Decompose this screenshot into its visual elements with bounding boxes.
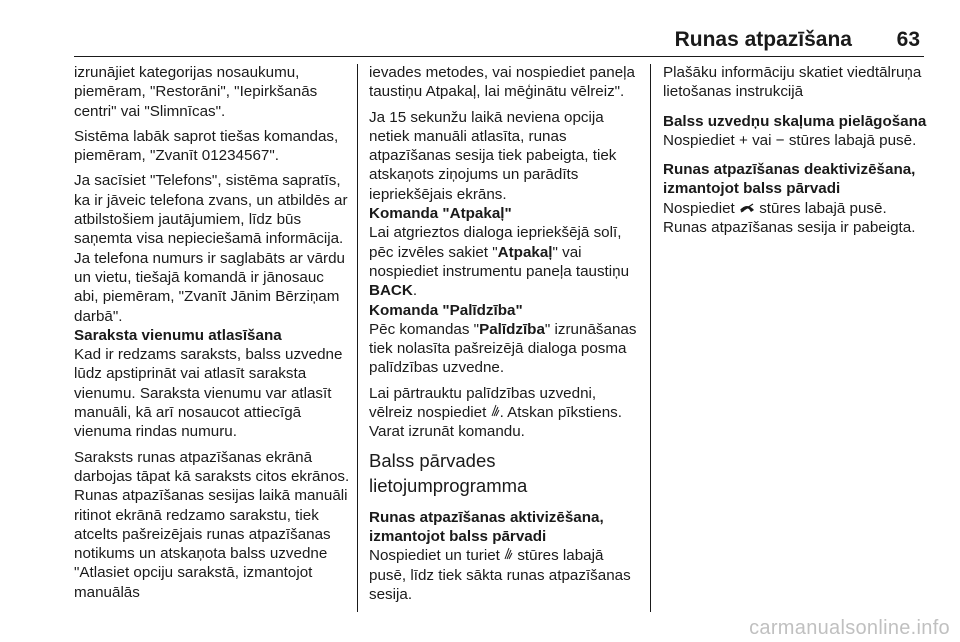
subheading: Saraksta vienumu atlasīšana [74,326,282,344]
text: Pēc komandas " [369,320,480,338]
paragraph [369,320,643,378]
text: stūres labajā pusē, līdz tiek sākta runas atpazīšanas sesija. [369,547,631,603]
text: " vai nospiediet instrumentu paneļa taustiņu [369,243,630,280]
subheading: Balss uzvedņu skaļuma pielāgošana [663,112,927,130]
text: Nospiediet un turiet [369,547,505,565]
minus-icon: − [775,131,785,149]
text-bold: Palīdzība [479,320,545,338]
column-1 [74,63,350,602]
section-heading: Balss pārvades lietojumprogramma [369,449,528,496]
column-divider [357,64,358,612]
text: Nospiediet [663,199,739,217]
paragraph: Plašāku informāciju skatiet viedtālruņa lietošanas instrukcijā [663,64,922,101]
paragraph: izrunājiet kategorijas nosaukumu, piemēram, "Restorāni", "Iepirkšanās centri" vai "Slimnīcas". [74,64,318,120]
voice-command-icon [504,546,513,565]
page-header [74,26,924,57]
text: Nospiediet [663,131,739,149]
text-bold: Atpakaļ [497,243,553,261]
column-2 [369,63,643,604]
plus-icon: + [738,131,748,149]
text: stūres labajā pusē. Runas atpazīšanas sesija ir pabeigta. [663,199,916,237]
watermark: carmanualsonline.info [749,617,950,639]
subheading: Komanda "Atpakaļ" [369,205,512,223]
text: " izrunāšanas tiek nolasīta pašreizējā dialoga posma palīdzības uzvedne. [369,320,637,377]
paragraph [369,223,643,300]
subheading: Runas atpazīšanas deaktivizēšana, izmantojot balss pārvadi [663,161,916,198]
paragraph: Ja 15 sekunžu laikā neviena opcija netiek manuāli atlasīta, runas atpazīšanas sesija tiek pabeigta, tiek atskaņots ziņojums un parādīts iepriekšējais ekrāns. [369,108,617,203]
paragraph [663,199,933,238]
subheading: Komanda "Palīdzība" [369,301,523,319]
text-bold: BACK [369,282,413,300]
column-3 [663,63,933,237]
paragraph: Saraksts runas atpazīšanas ekrānā darbojas tāpat kā saraksts citos ekrānos. Runas atpazīšanas sesijas laikā manuāli ritinot ekrānā redzamo sarakstu, tiek atcelts pašreizējais runas atpazīšanas notikums un atskaņota balss uzvedne "Atlasiet opciju sarakstā, izmantojot manuālās [74,448,350,601]
paragraph [369,384,643,442]
column-divider [650,64,651,612]
page-title: Runas atpazīšana [674,28,852,51]
paragraph: Sistēma labāk saprot tiešas komandas, piemēram, "Zvanīt 01234567". [74,127,339,165]
subheading: Runas atpazīšanas aktivizēšana, izmantojot balss pārvadi [369,508,604,545]
text: . Atskan pīkstiens. Varat izrunāt komandu. [369,404,622,441]
text: Lai atgrieztos dialoga iepriekšējā solī, pēc izvēles sakiet " [369,224,622,261]
text: stūres labajā pusē. [784,131,917,149]
hang-up-icon [739,199,755,218]
paragraph: Ja sacīsiet "Telefons", sistēma sapratīs, ka ir jāveic telefona zvans, un atbildēs ar atbilstošiem jautājumiem, līdz būs saņemta visa nepieciešamā informācija. Ja telefona numurs ir saglabāts ar vārdu un vietu, tiešajā komandā ir jānosauc abi, piemēram, "Zvanīt Jānim Bērziņam darbā". [74,172,348,325]
voice-command-icon [491,403,500,422]
paragraph: ievades metodes, vai nospiediet paneļa taustiņu Atpakaļ, lai mēģinātu vēlreiz". [369,64,635,101]
paragraph [663,131,933,150]
page-number: 63 [896,28,920,51]
text: Lai pārtrauktu palīdzības uzvedni, vēlreiz nospiediet [369,384,597,422]
text: . [412,282,418,300]
paragraph [369,546,643,604]
paragraph: Kad ir redzams saraksts, balss uzvedne lūdz apstiprināt vai atlasīt saraksta vienumu. Saraksta vienumu var atlasīt manuāli, kā arī nosaucot attiecīgā vienuma rindas numuru. [74,346,343,441]
text: vai [747,131,776,149]
